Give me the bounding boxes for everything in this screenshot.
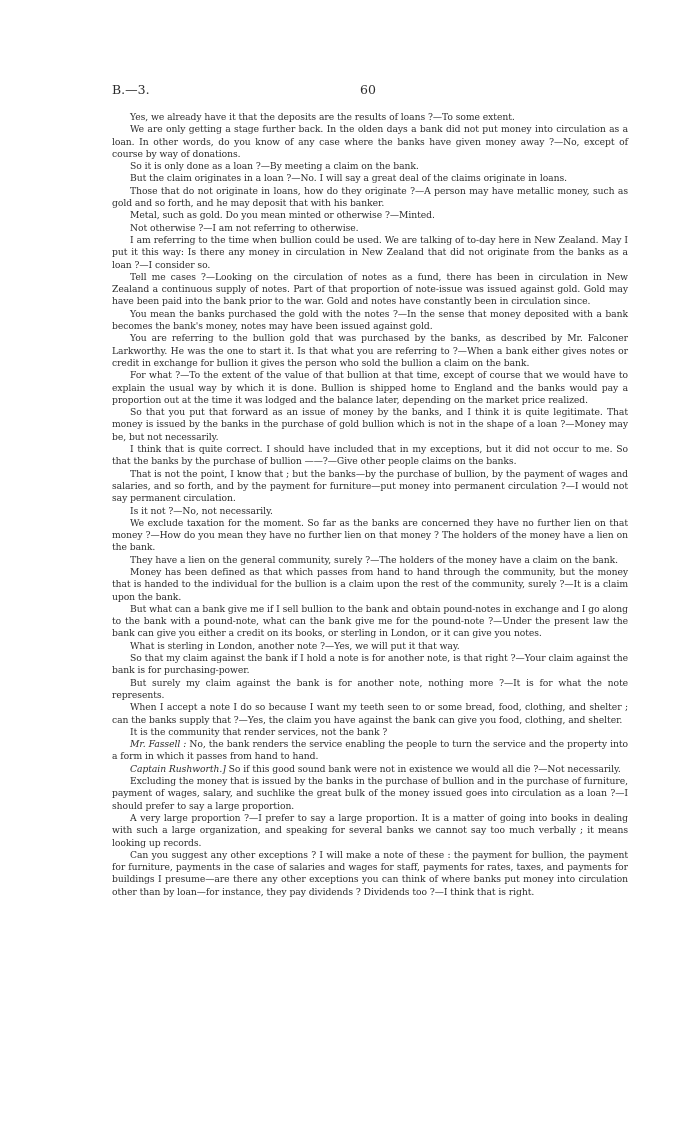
paragraph-text: A very large proportion ?—I prefer to say a large proportion. It is a matter of going into books in dealing with such a large organization, and speaking for several banks we cannot say too much verbally ; it means looking up records.	[112, 812, 628, 849]
speaker-label: Captain Rushworth.]	[130, 763, 226, 775]
paragraph	[112, 173, 628, 185]
paragraph	[112, 764, 628, 776]
paragraph	[112, 739, 628, 764]
page-header	[112, 82, 592, 102]
paragraph-text: I think that is quite correct. I should have included that in my exceptions, but it did not occur to me. So that the banks by the purchase of bullion ——?—Give other people claims on the banks.	[112, 444, 628, 468]
paragraph-text: Those that do not originate in loans, how do they originate ?—A person may have metallic money, such as gold and so forth, and he may deposit that with his banker.	[112, 185, 628, 210]
paragraph-text: You are referring to the bullion gold that was purchased by the banks, as described by Mr. Falconer Larkworthy. He was the one to start it. Is that what you are referring to ?—When a bank either gives notes or credit in exchange for bullion it gives the person who sold the bullion a claim on the bank.	[112, 333, 628, 369]
document-reference: B.—3.	[112, 82, 150, 97]
paragraph-text: So it is only done as a loan ?—By meeting a claim on the bank.	[130, 161, 419, 173]
paragraph	[112, 604, 628, 641]
paragraph	[112, 567, 628, 604]
paragraph	[112, 210, 628, 222]
paragraph	[112, 678, 628, 703]
paragraph	[112, 112, 628, 124]
paragraph-text: When I accept a note I do so because I want my teeth seen to or some bread, food, clothing, and shelter ; can the banks supply that ?—Yes, the claim you have against the bank can give you food, clothing, and shelter.	[112, 702, 628, 726]
paragraph	[112, 407, 628, 444]
paragraph	[112, 186, 628, 211]
paragraph-text: Can you suggest any other exceptions ? I will make a note of these : the payment for bullion, the payment for furniture, payments in the case of salaries and wages for staff, payments for rates, taxes, and payments for buildings I presume—are there any other exceptions you can think of where banks put money into circulation other than by loan—for instance, they pay dividends ? Dividends too ?—I think that is right.	[112, 849, 628, 898]
paragraph-text: So that you put that forward as an issue of money by the banks, and I think it is quite legitimate. That money is issued by the banks in the purchase of gold bullion which is not in the shape of a loan ?—Money may be, but not necessarily.	[112, 407, 628, 443]
paragraph-text: You mean the banks purchased the gold with the notes ?—In the sense that money deposited with a bank becomes the bank's money, notes may have been issued against gold.	[112, 308, 628, 333]
paragraph-text: Metal, such as gold. Do you mean minted or otherwise ?—Minted.	[130, 210, 435, 222]
paragraph-text: It is the community that render services, not the bank ?	[130, 726, 388, 738]
paragraph	[112, 161, 628, 173]
paragraph-text: That is not the point, I know that ; but the banks—by the purchase of bullion, by the payment of wages and salaries, and so forth, and by the payment for furniture—put money into permanent circulation ?—I would not say permanent circulation.	[112, 468, 628, 505]
paragraph-text: So if this good sound bank were not in existence we would all die ?—Not necessarily.	[225, 763, 621, 775]
paragraph-text: No, the bank renders the service enabling the people to turn the service and the property into a form in which it passes from hand to hand.	[112, 739, 628, 763]
paragraph	[112, 702, 628, 727]
paragraph	[112, 370, 628, 407]
paragraph	[112, 223, 628, 235]
paragraph-text: Excluding the money that is issued by the banks in the purchase of bullion and in the purchase of furniture, payment of wages, salary, and suchlike the great bulk of the money issued goes into circulation as a loan ?—I should prefer to say a large proportion.	[112, 776, 628, 812]
paragraph	[112, 272, 628, 309]
paragraph-text: What is sterling in London, another note ?—Yes, we will put it that way.	[130, 640, 460, 652]
paragraph-text: Not otherwise ?—I am not referring to otherwise.	[130, 222, 359, 234]
paragraph-text: Yes, we already have it that the deposits are the results of loans ?—To some extent.	[130, 112, 515, 123]
paragraph	[112, 555, 628, 567]
page-body	[112, 112, 628, 899]
page-number: 60	[360, 82, 376, 97]
paragraph	[112, 444, 628, 469]
paragraph-text: I am referring to the time when bullion could be used. We are talking of to-day here in New Zealand. May I put it this way: Is there any money in circulation in New Zealand that did not originate from the banks as a loan ?—I consider so.	[112, 234, 628, 271]
paragraph	[112, 727, 628, 739]
paragraph-text: We exclude taxation for the moment. So far as the banks are concerned they have no further lien on that money ?—How do you mean they have no further lien on that money ? The holders of the money have a lien on the bank.	[112, 517, 628, 554]
paragraph	[112, 309, 628, 334]
paragraph-text: We are only getting a stage further back. In the olden days a bank did not put money into circulation as a loan. In other words, do you know of any case where the banks have given money away ?—No, except of course by way of donations.	[112, 124, 628, 160]
paragraph	[112, 506, 628, 518]
paragraph	[112, 333, 628, 370]
paragraph-text: But surely my claim against the bank is for another note, nothing more ?—It is for what the note represents.	[112, 677, 628, 701]
paragraph	[112, 641, 628, 653]
paragraph-text: They have a lien on the general community, surely ?—The holders of the money have a claim on the bank.	[130, 554, 618, 566]
paragraph	[112, 518, 628, 555]
paragraph-text: For what ?—To the extent of the value of that bullion at that time, except of course that we would have to explain the usual way by which it is done. Bullion is shipped home to England and the banks would pay a proportion out at the time it was lodged and the balance later, depending on the market price realized.	[112, 370, 628, 406]
paragraph	[112, 235, 628, 272]
paragraph	[112, 776, 628, 813]
paragraph	[112, 124, 628, 161]
paragraph-text: But what can a bank give me if I sell bullion to the bank and obtain pound-notes in exchange and I go along to the bank with a pound-note, what can the bank give me for the pound-note ?—Under the present law the bank can give you either a credit on its books, or sterling in London, or it can give you notes.	[112, 603, 628, 640]
paragraph	[112, 850, 628, 899]
paragraph-text: But the claim originates in a loan ?—No. I will say a great deal of the claims originate in loans.	[130, 173, 568, 185]
paragraph-text: Money has been defined as that which passes from hand to hand through the community, but the money that is handed to the individual for the bullion is a claim upon the rest of the community, surely ?—It is a claim upon the bank.	[112, 566, 628, 603]
paragraph-text: So that my claim against the bank if I hold a note is for another note, is that right ?—Your claim against the bank is for purchasing-power.	[112, 653, 628, 677]
paragraph-text: Is it not ?—No, not necessarily.	[130, 505, 273, 517]
paragraph-text: Tell me cases ?—Looking on the circulation of notes as a fund, there has been in circulation in New Zealand a continuous supply of notes. Part of that proportion of note-issue was issued against gold. Gold may have been paid into the bank prior to the war. Gold and notes have constantly been in circulation since.	[112, 271, 628, 308]
paragraph	[112, 653, 628, 678]
speaker-label: Mr. Fassell :	[130, 739, 187, 751]
paragraph	[112, 813, 628, 850]
paragraph	[112, 469, 628, 506]
